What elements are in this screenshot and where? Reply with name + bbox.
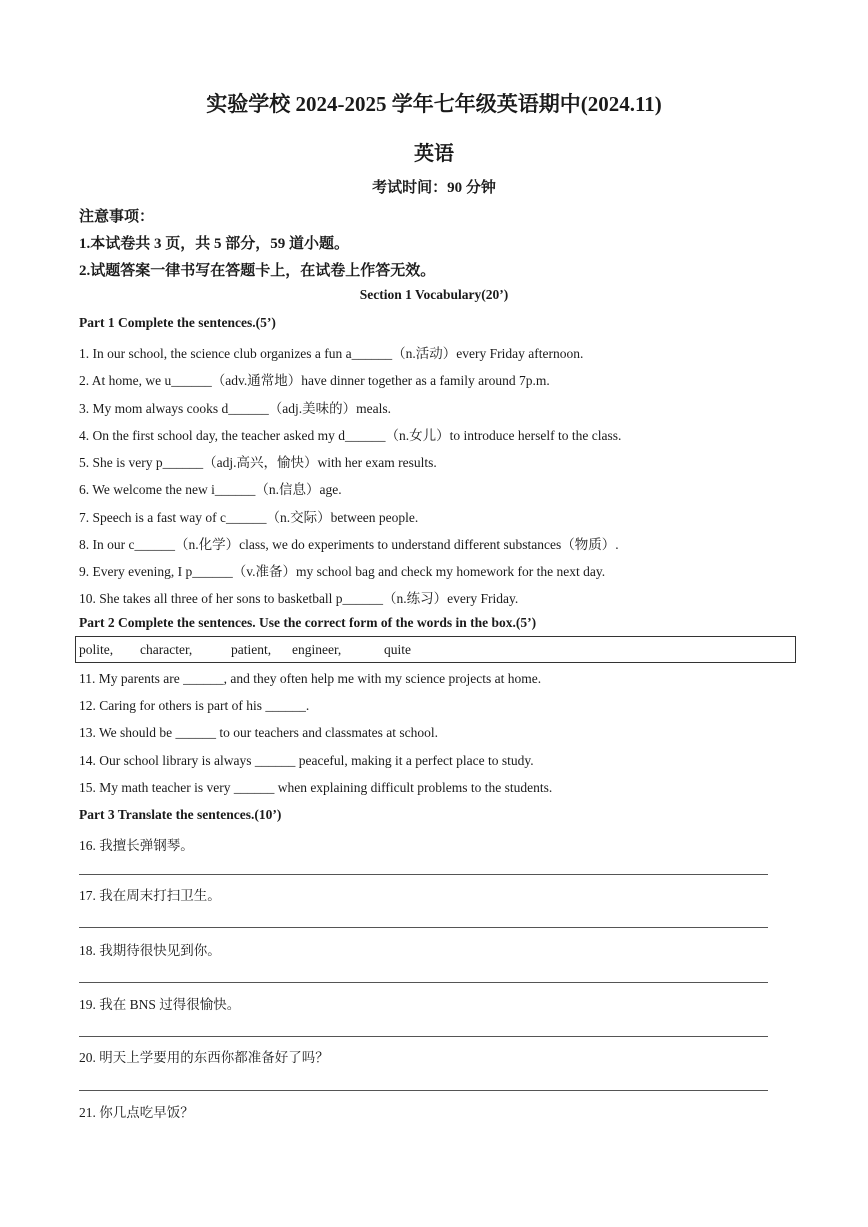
part3-title: Part 3 Translate the sentences.(10’) [79,807,282,822]
question-3: 3. My mom always cooks d______（adj.美味的）meals. [79,401,391,416]
question-2: 2. At home, we u______（adv.通常地）have dinner together as a family around 7p.m. [79,373,550,388]
exam-time: 考试时间：90 分钟 [372,180,496,196]
question-12: 12. Caring for others is part of his ______. [79,698,310,713]
question-7: 7. Speech is a fast way of c______（n.交际）between people. [79,510,419,525]
section-title: Section 1 Vocabulary(20’) [359,287,509,302]
question-1: 1. In our school, the science club organizes a fun a______（n.活动）every Friday afternoon. [79,346,584,361]
word-box-item: patient, [231,642,272,657]
question-6: 6. We welcome the new i______（n.信息）age. [79,482,342,497]
answer-line[interactable] [79,982,768,983]
exam-subtitle: 英语 [414,143,454,165]
answer-line[interactable] [79,927,768,928]
question-4: 4. On the first school day, the teacher asked my d______（n.女儿）to introduce herself to the class. [79,428,622,443]
answer-line[interactable] [79,1090,768,1091]
question-8: 8. In our c______（n.化学）class, we do experiments to understand different substances（物质）. [79,537,619,552]
question-20: 20. 明天上学要用的东西你都准备好了吗？ [79,1050,329,1065]
part2-title: Part 2 Complete the sentences. Use the correct form of the words in the box.(5’) [79,615,537,630]
question-15: 15. My math teacher is very ______ when explaining difficult problems to the students. [79,780,553,795]
note-item: 1.本试卷共 3 页，共 5 部分，59 道小题。 [79,236,350,252]
answer-line[interactable] [79,1036,768,1037]
part1-title: Part 1 Complete the sentences.(5’) [79,315,276,330]
word-box-item: polite, [79,642,114,657]
question-5: 5. She is very p______（adj.高兴，愉快）with her exam results. [79,455,437,470]
answer-line[interactable] [79,874,768,875]
question-16: 16. 我擅长弹钢琴。 [79,838,194,853]
question-13: 13. We should be ______ to our teachers and classmates at school. [79,725,438,740]
exam-title: 实验学校 2024-2025 学年七年级英语期中(2024.11) [206,92,662,116]
word-box-item: engineer, [292,642,342,657]
word-box-item: character, [140,642,193,657]
question-21: 21. 你几点吃早饭？ [79,1105,194,1120]
question-11: 11. My parents are ______, and they often help me with my science projects at home. [79,671,542,686]
word-box-item: quite [384,642,411,657]
question-17: 17. 我在周末打扫卫生。 [79,888,221,903]
question-9: 9. Every evening, I p______（v.准备）my school bag and check my homework for the next day. [79,564,606,579]
question-18: 18. 我期待很快见到你。 [79,943,221,958]
note-item: 2.试题答案一律书写在答题卡上，在试卷上作答无效。 [79,263,436,279]
notes-heading: 注意事项： [79,209,155,225]
question-19: 19. 我在 BNS 过得很愉快。 [79,997,241,1012]
question-14: 14. Our school library is always ______ peaceful, making it a perfect place to study. [79,753,534,768]
question-10: 10. She takes all three of her sons to basketball p______（n.练习）every Friday. [79,591,519,606]
